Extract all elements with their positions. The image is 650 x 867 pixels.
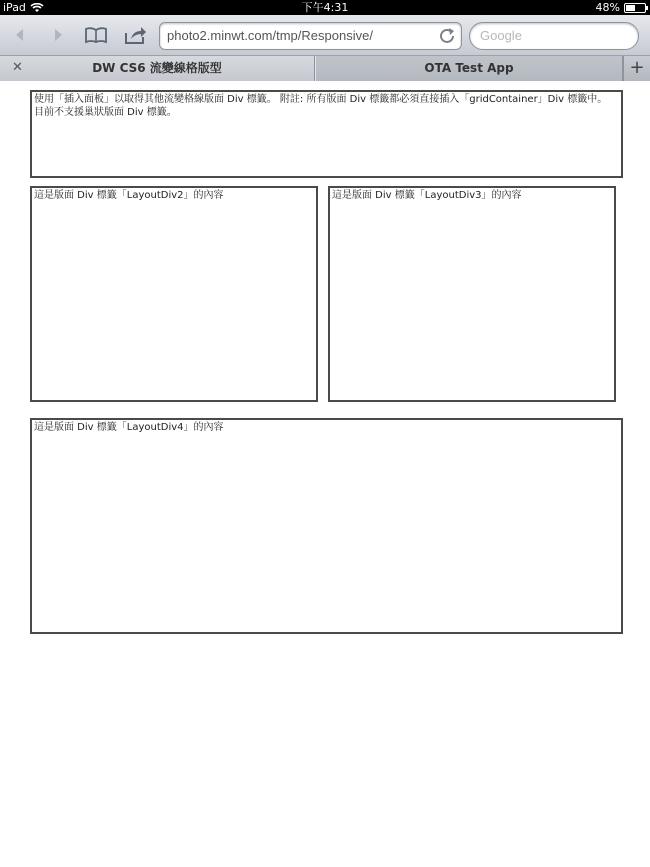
reload-icon[interactable] <box>437 26 457 46</box>
share-icon[interactable] <box>121 21 149 49</box>
layout-div-1-text: 使用「插入面板」以取得其他流變格線版面 Div 標籤。 附註: 所有版面 Div 標籤都必須直接插入「gridContainer」Div 標籤中。 目前不支援巢狀版面 Div 標籤。 <box>34 94 608 118</box>
layout-div-2 <box>30 186 318 402</box>
book-icon[interactable] <box>82 21 110 49</box>
layout-div-3-text: 這是版面 Div 標籤「LayoutDiv3」的內容 <box>332 190 522 201</box>
layout-div-2-text: 這是版面 Div 標籤「LayoutDiv2」的內容 <box>34 190 224 201</box>
layout-div-3 <box>328 186 616 402</box>
close-tab-icon[interactable]: ✕ <box>12 60 23 75</box>
layout-div-4-text: 這是版面 Div 標籤「LayoutDiv4」的內容 <box>34 422 224 433</box>
battery-area <box>596 0 646 15</box>
tab-label: OTA Test App <box>424 61 514 75</box>
clock: 下午4:31 <box>301 1 349 14</box>
battery-percent: 48% <box>595 1 620 14</box>
tab-dw-cs6[interactable] <box>0 56 315 81</box>
back-arrow-icon[interactable] <box>6 21 34 49</box>
url-text[interactable]: photo2.minwt.com/tmp/Responsive/ <box>167 28 373 43</box>
page-content <box>0 82 650 867</box>
layout-div-1 <box>30 90 623 178</box>
tab-label: DW CS6 流變線格版型 <box>92 61 222 75</box>
browser-toolbar <box>0 15 650 56</box>
search-placeholder: Google <box>480 28 522 43</box>
carrier-label: iPad <box>3 1 26 14</box>
tab-ota-test-app[interactable] <box>315 56 623 81</box>
status-bar <box>0 0 650 15</box>
layout-div-4 <box>30 418 623 634</box>
tab-bar <box>0 56 650 81</box>
search-field[interactable] <box>469 22 639 50</box>
new-tab-plus-icon[interactable]: + <box>623 56 650 81</box>
battery-icon <box>624 3 646 13</box>
forward-arrow-icon[interactable] <box>44 21 72 49</box>
address-bar[interactable] <box>159 22 462 50</box>
